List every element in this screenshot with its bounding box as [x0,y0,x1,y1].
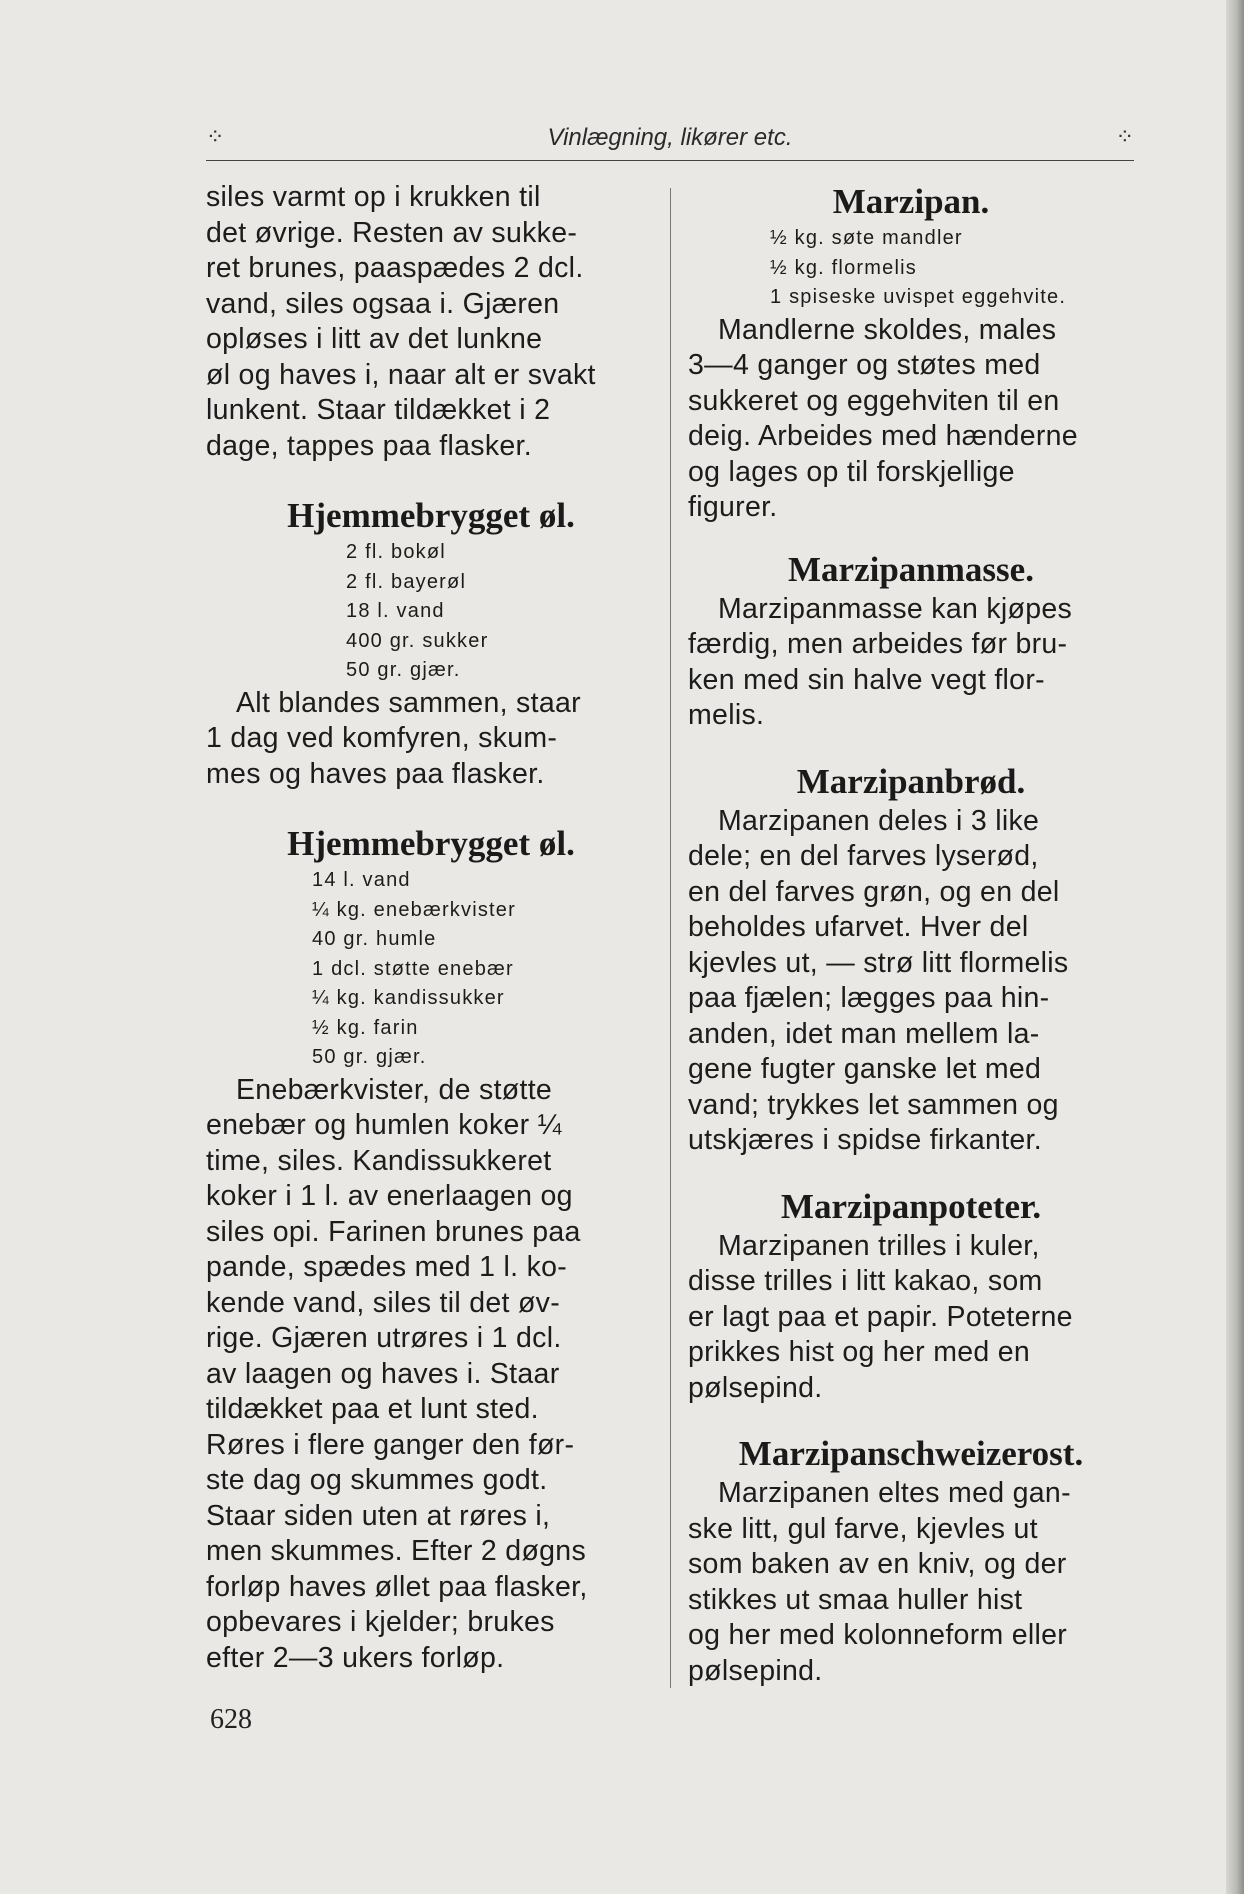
text-line: siles varmt op i krukken til [206,181,541,213]
ingredient: 50 gr. gjær. [312,1046,427,1068]
text-line: Røres i flere ganger den før- [206,1428,575,1461]
text-line: utskjæres i spidse firkanter. [688,1124,1042,1156]
ingredient: ½ kg. flormelis [770,256,917,279]
text-line: forløp haves øllet paa flasker, [206,1570,588,1603]
text-line: færdig, men arbeides før bru- [688,628,1068,660]
ingredient-list [206,538,656,686]
ingredient: 400 gr. sukker [346,629,489,652]
method-paragraph [688,592,1134,734]
text-line: efter 2—3 ukers forløp. [206,1641,505,1674]
method-paragraph [688,313,1134,526]
text-line: dage, tappes paa flasker. [206,429,532,462]
page-edge [1226,0,1244,1894]
text-line: som baken av en kniv, og der [688,1548,1067,1580]
method-paragraph [688,804,1134,1159]
recipe-title: Marzipanpoteter. [780,1186,1042,1226]
text-line: 1 dag ved komfyren, skum- [206,722,558,754]
ingredient: 14 l. vand [312,869,411,891]
text-line: Staar siden uten at røres i, [206,1499,551,1532]
recipe-title: Marzipanschweizerost. [738,1434,1084,1473]
text-line: stikkes ut smaa huller hist [688,1583,1023,1616]
ingredient: 2 fl. bokøl [346,541,446,563]
ingredient: 2 fl. bayerøl [346,570,467,593]
recipe-marzipan [688,180,1134,526]
text-line: og her med kolonneform eller [688,1619,1068,1651]
running-header [206,120,1134,161]
text-line: dele; en del farves lyserød, [688,840,1039,872]
text-line: opløses i litt av det lunkne [206,323,543,355]
recipe-title: Marzipanmasse. [788,549,1034,589]
text-line: vand; trykkes let sammen og [688,1088,1059,1121]
recipe-title: Marzipan. [832,182,990,221]
left-column [206,180,656,1676]
ingredient: 40 gr. humle [312,928,437,950]
text-line: Mandlerne skoldes, males [718,313,1057,346]
text-line: kende vand, siles til det øv- [206,1286,561,1319]
text-line: disse trilles i litt kakao, som [688,1265,1043,1297]
text-line: deig. Arbeides med hænderne [688,420,1078,452]
recipe-title: Marzipanbrød. [796,761,1026,801]
text-line: ret brunes, paaspædes 2 dcl. [206,252,584,284]
text-line: Enebærkvister, de støtte [236,1073,553,1106]
text-line: koker i 1 l. av enerlaagen og [206,1180,573,1212]
text-line: ken med sin halve vegt flor- [688,663,1045,696]
method-paragraph [688,1229,1134,1407]
text-line: pølsepind. [688,1654,823,1687]
recipe-hjemmebrygget-ol-2 [206,822,656,1676]
text-line: mes og haves paa flasker. [206,757,545,790]
text-line: ske litt, gul farve, kjevles ut [688,1512,1038,1545]
ingredient-list [688,224,1134,313]
text-line: time, siles. Kandissukkeret [206,1144,552,1177]
intro-paragraph [206,180,656,464]
ingredient: ¼ kg. enebærkvister [312,898,516,921]
ornament-right-icon: ⁘ [1115,124,1134,149]
text-line: av laagen og haves i. Staar [206,1357,560,1390]
method-paragraph [206,1073,656,1677]
page-number: 628 [210,1704,252,1735]
text-line: anden, idet man mellem la- [688,1017,1040,1050]
ingredient: 1 spiseske uvispet eggehvite. [770,286,1067,308]
column-divider [670,188,671,1688]
ingredient: 1 dcl. støtte enebær [312,957,514,980]
recipe-marzipanmasse [688,548,1134,734]
recipe-marzipanschweizerost [688,1432,1134,1689]
running-header-title: Vinlægning, likører etc. [547,124,793,151]
text-line: 3—4 ganger og støtes med [688,349,1041,381]
text-line: paa fjælen; lægges paa hin- [688,982,1050,1014]
text-line: gene fugter ganske let med [688,1053,1042,1085]
text-line: beholdes ufarvet. Hver del [688,911,1029,943]
text-line: øl og haves i, naar alt er svakt [206,358,596,391]
recipe-marzipanpoteter [688,1185,1134,1407]
right-column [688,180,1134,1689]
text-line: lunkent. Staar tildækket i 2 [206,394,551,426]
text-line: rige. Gjæren utrøres i 1 dcl. [206,1322,562,1354]
text-line: pølsepind. [688,1371,823,1404]
ingredient-list [206,866,656,1073]
text-line: ste dag og skummes godt. [206,1464,548,1496]
text-line: en del farves grøn, og en del [688,875,1060,908]
text-line: Marzipanen deles i 3 like [718,804,1040,837]
text-line: melis. [688,699,765,731]
text-line: enebær og humlen koker ¼ [206,1109,562,1141]
text-line: Marzipanen eltes med gan- [718,1477,1071,1509]
ingredient: 50 gr. gjær. [346,659,461,681]
ingredient: ½ kg. søte mandler [770,227,963,249]
text-line: tildækket paa et lunt sted. [206,1393,539,1425]
text-line: Alt blandes sammen, staar [236,686,581,719]
text-line: pande, spædes med 1 l. ko- [206,1251,568,1283]
text-line: figurer. [688,491,778,523]
method-paragraph [206,686,656,793]
text-line: prikkes hist og her med en [688,1336,1031,1368]
text-line: Marzipanen trilles i kuler, [718,1229,1040,1262]
ingredient: 18 l. vand [346,600,445,622]
text-line: Marzipanmasse kan kjøpes [718,592,1073,625]
recipe-hjemmebrygget-ol-1 [206,494,656,792]
recipe-marzipanbrod [688,760,1134,1159]
recipe-title: Hjemmebrygget øl. [287,496,575,535]
ornament-left-icon: ⁘ [206,124,225,149]
text-line: siles opi. Farinen brunes paa [206,1215,581,1248]
text-line: og lages op til forskjellige [688,455,1015,488]
text-line: men skummes. Efter 2 døgns [206,1535,587,1567]
text-line: sukkeret og eggehviten til en [688,384,1060,417]
text-line: vand, siles ogsaa i. Gjæren [206,287,560,320]
text-line: det øvrige. Resten av sukke- [206,216,578,249]
ingredient: ½ kg. farin [312,1016,419,1039]
method-paragraph [688,1476,1134,1689]
recipe-title: Hjemmebrygget øl. [287,824,575,863]
ingredient: ¼ kg. kandissukker [312,987,505,1009]
text-line: kjevles ut, — strø litt flormelis [688,946,1069,979]
text-line: opbevares i kjelder; brukes [206,1606,555,1638]
text-line: er lagt paa et papir. Poteterne [688,1300,1073,1333]
